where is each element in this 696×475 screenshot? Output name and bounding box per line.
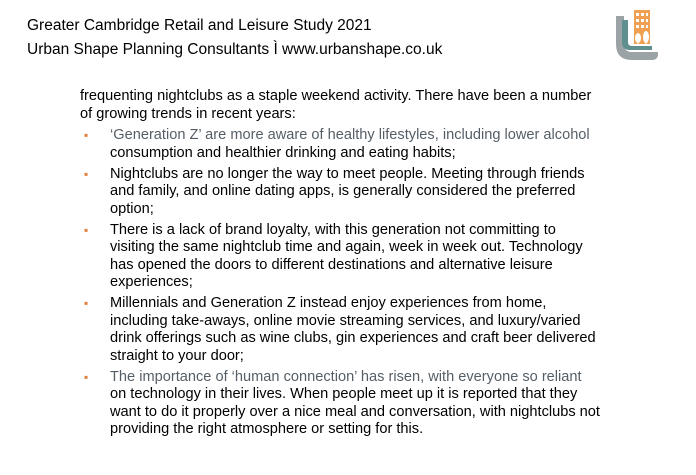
bullet-line: on technology in their lives. When people meet up it is reported that they (110, 386, 578, 402)
consultant-credit: Urban Shape Planning Consultants Ì www.urbanshape.co.uk (27, 41, 443, 58)
bullet-line: There is a lack of brand loyalty, with this generation not committing to (110, 221, 556, 238)
bullet-line: visiting the same nightclub time and again, week in week out. Technology (110, 239, 583, 255)
bullet-line: Nightclubs are no longer the way to meet people. Meeting through friends (110, 165, 585, 182)
bullet-marker-icon: ▪ (84, 166, 89, 181)
bullet-line: providing the right atmosphere or setting for this. (110, 421, 424, 437)
bullet-line: including take-aways, online movie streaming services, and luxury/varied (110, 312, 581, 329)
bullet-line: and family, and online dating apps, is generally considered the preferred (110, 183, 576, 199)
bullet-marker-icon: ▪ (84, 296, 89, 310)
report-title: Greater Cambridge Retail and Leisure Study 2021 (27, 17, 372, 34)
bullet-marker-icon: ▪ (84, 369, 89, 384)
list-item (80, 369, 680, 439)
intro-paragraph (80, 88, 680, 123)
intro-line: frequenting nightclubs as a staple weekend activity. There have been a number (80, 88, 592, 104)
bullet-line: has opened the doors to different destinations and alternative leisure (110, 256, 553, 273)
list-item (80, 166, 680, 219)
bullet-line: straight to your door; (110, 347, 244, 364)
intro-line: of growing trends in recent years: (80, 105, 296, 122)
list-item (80, 295, 680, 365)
bullet-line: option; (110, 200, 154, 217)
page-header (27, 14, 587, 62)
bullet-line: The importance of ‘human connection’ has risen, with everyone so reliant (110, 368, 582, 385)
urban-shape-logo-icon (608, 6, 664, 64)
bullet-marker-icon: ▪ (84, 222, 89, 237)
list-item (80, 127, 680, 162)
bullet-line: Millennials and Generation Z instead enjoy experiences from home, (110, 295, 547, 311)
bullet-line: drink offerings such as wine clubs, gin experiences and craft beer delivered (110, 330, 596, 346)
bullet-line: want to do it properly over a nice meal and conversation, with nightclubs not (110, 403, 600, 420)
bullet-line: experiences; (110, 274, 193, 290)
trends-list (80, 127, 680, 439)
bullet-line: ‘Generation Z’ are more aware of healthy lifestyles, including lower alcohol (110, 127, 590, 143)
bullet-marker-icon: ▪ (84, 128, 89, 142)
list-item (80, 222, 680, 292)
bullet-line: consumption and healthier drinking and eating habits; (110, 144, 456, 161)
document-body (80, 88, 680, 442)
